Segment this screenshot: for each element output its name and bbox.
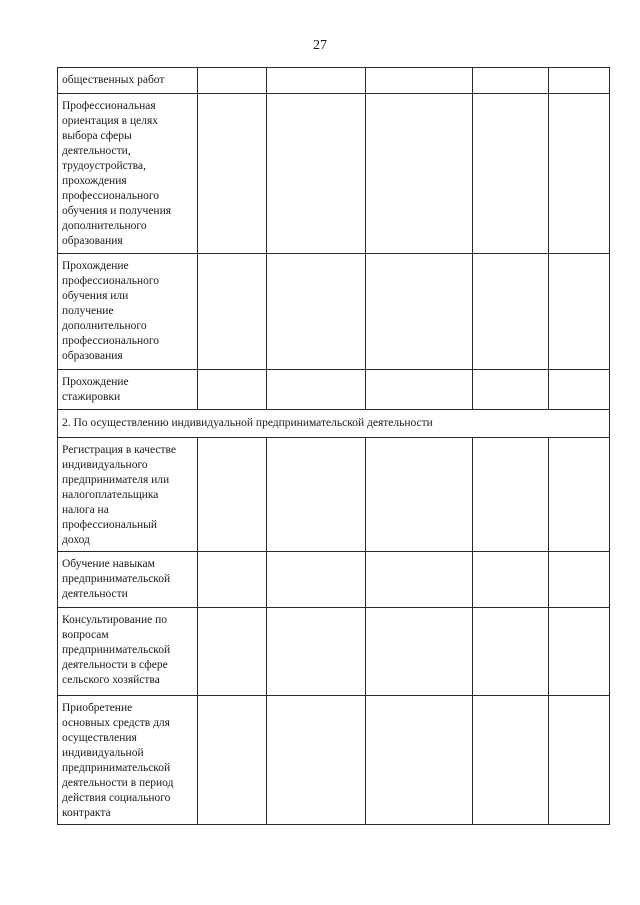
empty-cell [198,608,267,696]
empty-cell [366,68,473,94]
empty-cell [198,438,267,552]
empty-cell [549,68,610,94]
empty-cell [366,370,473,410]
empty-cell [198,552,267,608]
row-label-internship: Прохождение стажировки [58,370,198,410]
empty-cell [198,94,267,254]
row-label-entrepreneurship-training: Обучение навыкам предпринимательской деятельности [58,552,198,608]
row-label-vocational-training: Прохождение профессионального обучения или получение дополнительного профессионального образования [58,254,198,370]
empty-cell [473,94,549,254]
section-row [58,410,610,438]
empty-cell [366,552,473,608]
empty-cell [549,254,610,370]
empty-cell [473,254,549,370]
empty-cell [267,608,366,696]
empty-cell [549,94,610,254]
empty-cell [267,696,366,825]
empty-cell [473,696,549,825]
empty-cell [366,608,473,696]
table-row [58,438,610,552]
empty-cell [267,94,366,254]
table-row [58,696,610,825]
row-label-career-guidance: Профессиональная ориентация в целях выбора сферы деятельности, трудоустройства, прохождения профессионального обучения и получения дополнительного образования [58,94,198,254]
table-row [58,68,610,94]
empty-cell [366,438,473,552]
empty-cell [198,254,267,370]
table-row [58,254,610,370]
empty-cell [267,552,366,608]
row-label-agriculture-consulting: Консультирование по вопросам предпринимательской деятельности в сфере сельского хозяйства [58,608,198,696]
empty-cell [198,696,267,825]
page-number: 27 [313,38,327,53]
table-row [58,94,610,254]
empty-cell [549,370,610,410]
empty-cell [198,370,267,410]
row-label-registration: Регистрация в качестве индивидуального предпринимателя или налогоплательщика налога на профессиональный доход [58,438,198,552]
table-row [58,552,610,608]
empty-cell [366,94,473,254]
empty-cell [549,552,610,608]
measures-table [57,67,610,825]
table-row [58,608,610,696]
table-row [58,370,610,410]
empty-cell [366,254,473,370]
row-label-public-works: общественных работ [58,68,198,94]
empty-cell [549,438,610,552]
empty-cell [267,438,366,552]
empty-cell [473,370,549,410]
empty-cell [198,68,267,94]
row-label-fixed-assets: Приобретение основных средств для осуществления индивидуальной предпринимательской деятельности в период действия социального контракта [58,696,198,825]
empty-cell [267,254,366,370]
empty-cell [267,370,366,410]
empty-cell [267,68,366,94]
section-heading: 2. По осуществлению индивидуальной предпринимательской деятельности [58,410,610,438]
empty-cell [549,696,610,825]
empty-cell [549,608,610,696]
empty-cell [473,552,549,608]
empty-cell [473,68,549,94]
empty-cell [473,608,549,696]
empty-cell [473,438,549,552]
empty-cell [366,696,473,825]
